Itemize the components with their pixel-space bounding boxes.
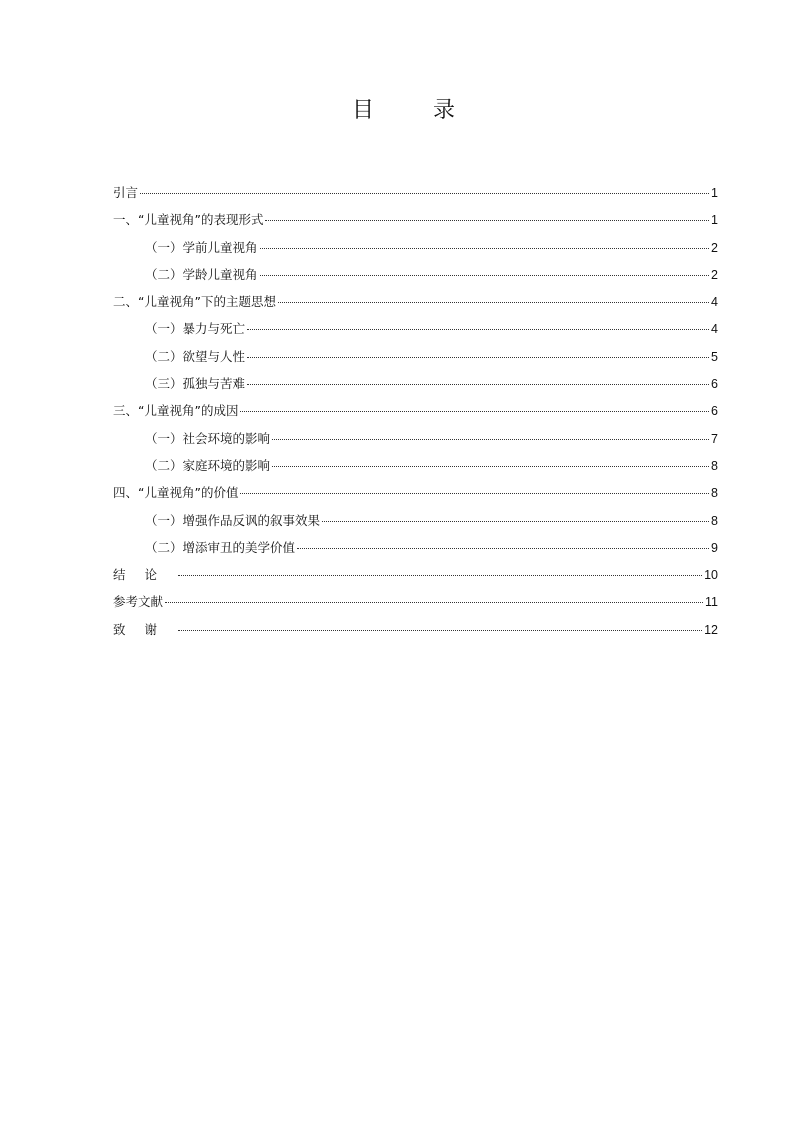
table-of-contents: [113, 183, 718, 647]
toc-entry-page: 8: [711, 486, 718, 501]
toc-entry-label: 三、“儿童视角”的成因: [113, 403, 239, 419]
toc-entry[interactable]: [113, 210, 718, 237]
dot-leader: [247, 329, 709, 330]
toc-entry[interactable]: [113, 401, 718, 428]
toc-entry-label: 结论: [113, 567, 177, 583]
dot-leader: [272, 466, 709, 467]
toc-entry-page: 5: [711, 349, 718, 364]
toc-entry[interactable]: [113, 538, 718, 565]
toc-entry-label: （二）增添审丑的美学价值: [145, 539, 296, 555]
dot-leader: [240, 411, 709, 412]
dot-leader: [140, 193, 709, 194]
toc-entry[interactable]: [113, 456, 718, 483]
toc-entry[interactable]: [113, 565, 718, 592]
toc-entry-page: 9: [711, 540, 718, 555]
dot-leader: [178, 630, 702, 631]
toc-entry-page: 4: [711, 322, 718, 337]
toc-entry-label: （一）社会环境的影响: [145, 430, 271, 446]
dot-leader: [272, 439, 709, 440]
dot-leader: [265, 220, 709, 221]
toc-entry-label: 一、“儿童视角”的表现形式: [113, 212, 264, 228]
toc-entry[interactable]: [113, 292, 718, 319]
dot-leader: [165, 602, 703, 603]
dot-leader: [178, 575, 702, 576]
dot-leader: [322, 521, 709, 522]
toc-entry-page: 12: [704, 622, 718, 637]
toc-entry-label: （一）学前儿童视角: [145, 239, 258, 255]
toc-entry-label: （二）家庭环境的影响: [145, 457, 271, 473]
toc-entry-page: 2: [711, 267, 718, 282]
dot-leader: [260, 248, 710, 249]
toc-entry[interactable]: [113, 374, 718, 401]
toc-entry[interactable]: [113, 319, 718, 346]
toc-entry[interactable]: [113, 511, 718, 538]
dot-leader: [260, 275, 710, 276]
toc-entry-label: （二）欲望与人性: [145, 348, 246, 364]
toc-entry-page: 7: [711, 431, 718, 446]
dot-leader: [247, 384, 709, 385]
toc-entry-page: 2: [711, 240, 718, 255]
dot-leader: [297, 548, 709, 549]
page-title: 目 录: [352, 98, 481, 123]
toc-entry-label: （一）增强作品反讽的叙事效果: [145, 512, 321, 528]
toc-entry[interactable]: [113, 620, 718, 647]
toc-entry-page: 6: [711, 377, 718, 392]
dot-leader: [247, 357, 709, 358]
toc-entry-label: 参考文献: [113, 594, 164, 610]
dot-leader: [278, 302, 709, 303]
toc-entry-label: 致谢: [113, 621, 177, 637]
toc-entry-page: 4: [711, 295, 718, 310]
toc-entry-label: （三）孤独与苦难: [145, 376, 246, 392]
toc-entry-page: 8: [711, 458, 718, 473]
toc-entry-label: （二）学龄儿童视角: [145, 266, 258, 282]
toc-entry-page: 1: [711, 186, 718, 200]
toc-entry[interactable]: [113, 347, 718, 374]
toc-entry-label: 二、“儿童视角”下的主题思想: [113, 294, 276, 310]
dot-leader: [240, 493, 709, 494]
toc-entry[interactable]: [113, 238, 718, 265]
toc-entry-label: 引言: [113, 185, 139, 200]
toc-entry-page: 6: [711, 404, 718, 419]
toc-entry-label: （一）暴力与死亡: [145, 321, 246, 337]
toc-entry[interactable]: [113, 265, 718, 292]
toc-entry-page: 8: [711, 513, 718, 528]
toc-entry[interactable]: [113, 183, 718, 210]
toc-entry-page: 1: [711, 213, 718, 228]
toc-entry-page: 10: [704, 568, 718, 583]
toc-entry-label: 四、“儿童视角”的价值: [113, 485, 239, 501]
toc-entry-page: 11: [705, 595, 718, 610]
toc-entry[interactable]: [113, 429, 718, 456]
toc-entry[interactable]: [113, 483, 718, 510]
toc-entry[interactable]: [113, 592, 718, 619]
